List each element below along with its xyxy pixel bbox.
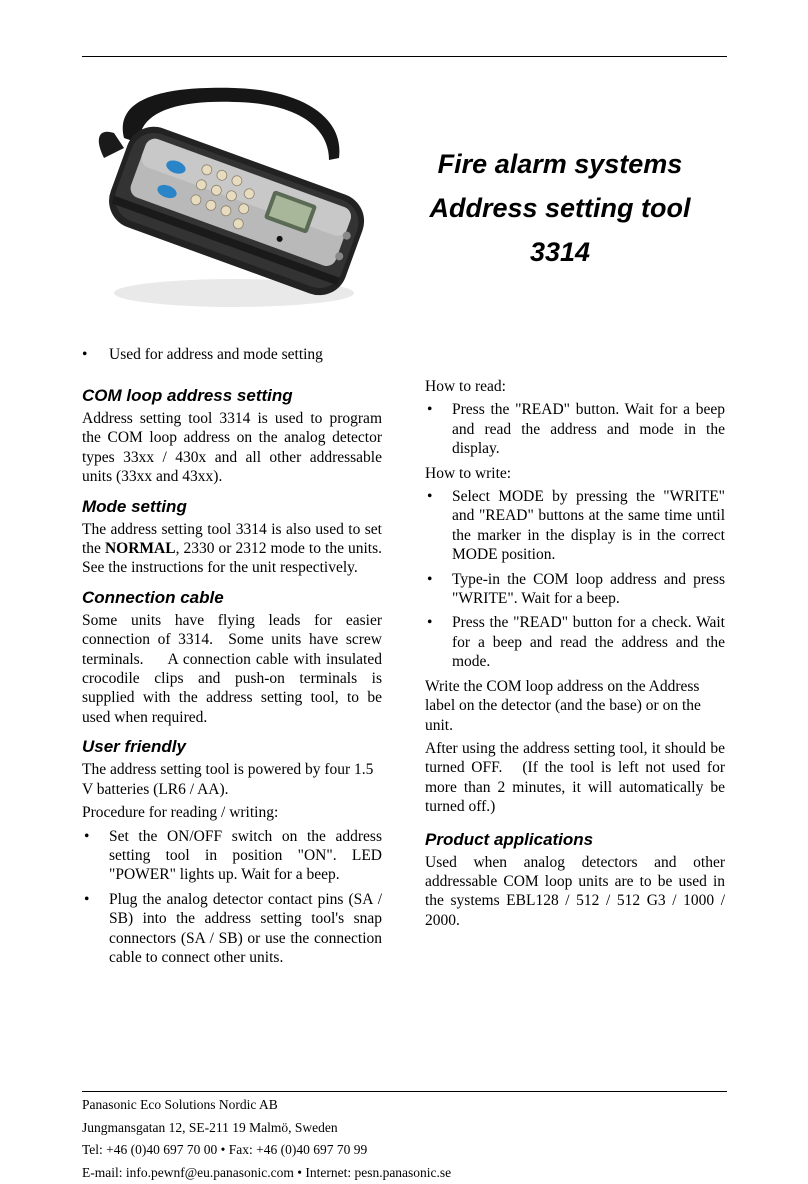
list-item [425, 400, 725, 458]
list-item-text: Press the "READ" button. Wait for a beep and read the address and mode in the display. [452, 401, 725, 457]
paragraph-mode [82, 520, 382, 578]
footer-company: Panasonic Eco Solutions Nordic AB [82, 1094, 451, 1117]
heading-com-loop: COM loop address setting [82, 385, 382, 407]
bullet-icon: • [427, 570, 432, 589]
label-how-to-read: How to read: [425, 377, 725, 396]
bullet-icon: • [427, 400, 432, 419]
list-item-text: Set the ON/OFF switch on the address setting tool in position "ON". LED "POWER" lights up. Wait for a beep. [109, 828, 382, 884]
footer-phone: Tel: +46 (0)40 697 70 00 • Fax: +46 (0)40 697 70 99 [82, 1139, 451, 1162]
top-divider [82, 56, 727, 57]
product-photo [84, 78, 374, 313]
mode-text-before: The address setting tool 3314 is also used to set the [82, 521, 382, 557]
title-line-2: Address setting tool [395, 186, 725, 230]
paragraph-com-loop: Address setting tool 3314 is used to program the COM loop address on the analog detector types 33xx / 430x and all other addressable units (33xx and 43xx). [82, 409, 382, 487]
paragraph-applications: Used when analog detectors and other addressable COM loop units are to be used in the systems EBL128 / 512 / 512 G3 / 1000 / 2000. [425, 853, 725, 931]
heading-user-friendly: User friendly [82, 736, 382, 758]
list-item [82, 827, 382, 885]
list-item-text: Type-in the COM loop address and press "WRITE". Wait for a beep. [452, 571, 725, 607]
right-column [425, 377, 725, 934]
paragraph-cable: Some units have flying leads for easier connection of 3314. Some units have screw terminals. A connection cable with insulated crocodile clips and push-on terminals is supplied with the address setting tool, to be used when required. [82, 611, 382, 727]
heading-mode: Mode setting [82, 496, 382, 518]
document-title [395, 142, 725, 274]
list-item [425, 487, 725, 565]
title-line-1: Fire alarm systems [395, 142, 725, 186]
footer-address: Jungmansgatan 12, SE-211 19 Malmö, Sweden [82, 1117, 451, 1140]
bullet-icon: • [427, 613, 432, 632]
bottom-divider [82, 1091, 727, 1092]
paragraph-batteries: The address setting tool is powered by four 1.5 V batteries (LR6 / AA). [82, 760, 382, 799]
write-list [425, 487, 725, 672]
paragraph-procedure: Procedure for reading / writing: [82, 803, 382, 822]
list-item [425, 570, 725, 609]
heading-applications: Product applications [425, 829, 725, 851]
paragraph-turn-off: After using the address setting tool, it should be turned OFF. (If the tool is left not used for more than 2 minutes, it will automatically be turned off.) [425, 739, 725, 817]
bullet-icon: • [82, 345, 109, 365]
intro-bullet [82, 345, 323, 365]
mode-text-bold: NORMAL [105, 540, 176, 557]
intro-bullet-text: Used for address and mode setting [109, 346, 323, 363]
list-item [82, 890, 382, 968]
bullet-icon: • [84, 890, 89, 909]
paragraph-write-label: Write the COM loop address on the Address label on the detector (and the base) or on the unit. [425, 677, 725, 735]
list-item-text: Press the "READ" button for a check. Wait for a beep and read the address and the mode. [452, 614, 725, 670]
title-line-3: 3314 [395, 230, 725, 274]
read-list [425, 400, 725, 458]
procedure-list [82, 827, 382, 968]
list-item-text: Select MODE by pressing the "WRITE" and "READ" buttons at the same time until the marker in the display is in the correct MODE position. [452, 488, 725, 563]
left-column [82, 376, 382, 972]
footer-web: E-mail: info.pewnf@eu.panasonic.com • Internet: pesn.panasonic.se [82, 1162, 451, 1184]
mode-text-after: , 2330 or 2312 mode to the units. See the instructions for the unit respectively. [82, 540, 382, 576]
footer [82, 1094, 451, 1184]
label-how-to-write: How to write: [425, 464, 725, 483]
list-item [425, 613, 725, 671]
bullet-icon: • [427, 487, 432, 506]
bullet-icon: • [84, 827, 89, 846]
heading-cable: Connection cable [82, 587, 382, 609]
list-item-text: Plug the analog detector contact pins (SA / SB) into the address setting tool's snap connectors (SA / SB) or use the connection cable to connect other units. [109, 891, 382, 966]
